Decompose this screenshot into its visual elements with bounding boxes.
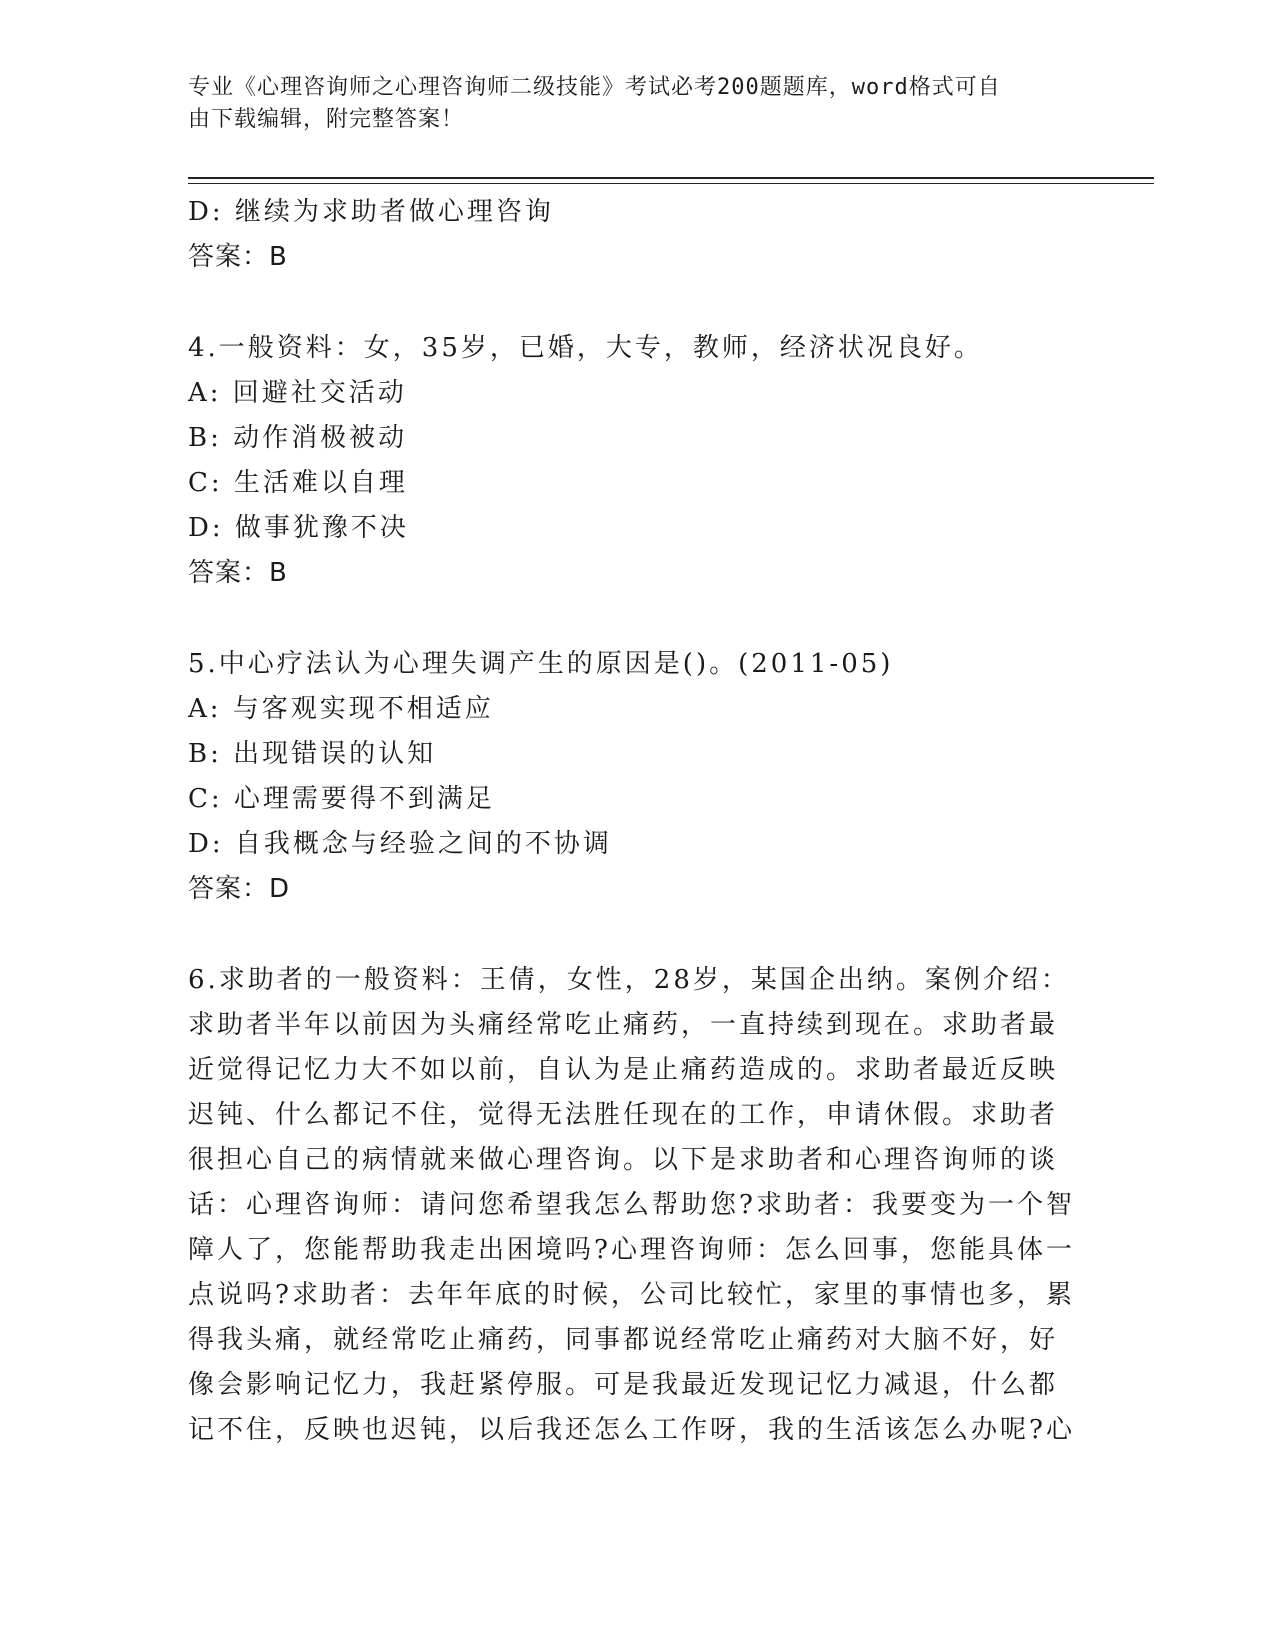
question-block-5 xyxy=(188,642,1068,912)
option-b: B: 出现错误的认知 xyxy=(188,739,437,769)
option-d: D: 做事犹豫不决 xyxy=(188,513,409,543)
question-text: 5.中心疗法认为心理失调产生的原因是()。(2011-05) xyxy=(188,649,894,679)
answer-line: 答案：B xyxy=(188,558,288,588)
option-a: A: 回避社交活动 xyxy=(188,378,407,408)
option-d: D: 继续为求助者做心理咨询 xyxy=(188,197,554,227)
header-divider-thin xyxy=(188,183,1154,184)
case-text-line: 记不住，反映也迟钝，以后我还怎么工作呀，我的生活该怎么办呢?心 xyxy=(188,1415,1075,1445)
answer-line: 答案：B xyxy=(188,242,288,272)
case-text-line: 像会影响记忆力，我赶紧停服。可是我最近发现记忆力减退，什么都 xyxy=(188,1370,1059,1400)
spacer xyxy=(188,912,1068,958)
question-block-6 xyxy=(188,958,1075,1453)
case-text-line: 很担心自己的病情就来做心理咨询。以下是求助者和心理咨询师的谈 xyxy=(188,1145,1059,1175)
question-block-4 xyxy=(188,326,1068,596)
option-b: B: 动作消极被动 xyxy=(188,423,408,453)
header-divider-thick xyxy=(188,177,1154,179)
case-text-line: 求助者半年以前因为头痛经常吃止痛药，一直持续到现在。求助者最 xyxy=(188,1010,1059,1040)
option-d: D: 自我概念与经验之间的不协调 xyxy=(188,829,612,859)
header-line-2: 由下载编辑，附完整答案！ xyxy=(188,107,465,132)
question-block-prev xyxy=(188,190,1068,280)
spacer xyxy=(188,596,1068,642)
case-text-line: 近觉得记忆力大不如以前，自认为是止痛药造成的。求助者最近反映 xyxy=(188,1055,1059,1085)
spacer xyxy=(188,280,1068,326)
document-header xyxy=(188,72,1068,136)
document-body xyxy=(188,190,1075,1453)
case-text-line: 话：心理咨询师：请问您希望我怎么帮助您?求助者：我要变为一个智 xyxy=(188,1190,1075,1220)
question-text: 4.一般资料：女，35岁，已婚，大专，教师，经济状况良好。 xyxy=(188,333,983,363)
case-text-line: 障人了，您能帮助我走出困境吗?心理咨询师：怎么回事，您能具体一 xyxy=(188,1235,1075,1265)
header-line-1: 专业《心理咨询师之心理咨询师二级技能》考试必考200题题库，word格式可自 xyxy=(188,75,1001,100)
option-c: C: 心理需要得不到满足 xyxy=(188,784,495,814)
case-text-line: 得我头痛，就经常吃止痛药，同事都说经常吃止痛药对大脑不好，好 xyxy=(188,1325,1059,1355)
case-text-line: 6.求助者的一般资料：王倩，女性，28岁，某国企出纳。案例介绍： xyxy=(188,965,1070,995)
option-c: C: 生活难以自理 xyxy=(188,468,408,498)
case-text-line: 点说吗?求助者：去年年底的时候，公司比较忙，家里的事情也多，累 xyxy=(188,1280,1075,1310)
answer-line: 答案：D xyxy=(188,874,291,904)
option-a: A: 与客观实现不相适应 xyxy=(188,694,494,724)
case-text-line: 迟钝、什么都记不住，觉得无法胜任现在的工作，申请休假。求助者 xyxy=(188,1100,1059,1130)
